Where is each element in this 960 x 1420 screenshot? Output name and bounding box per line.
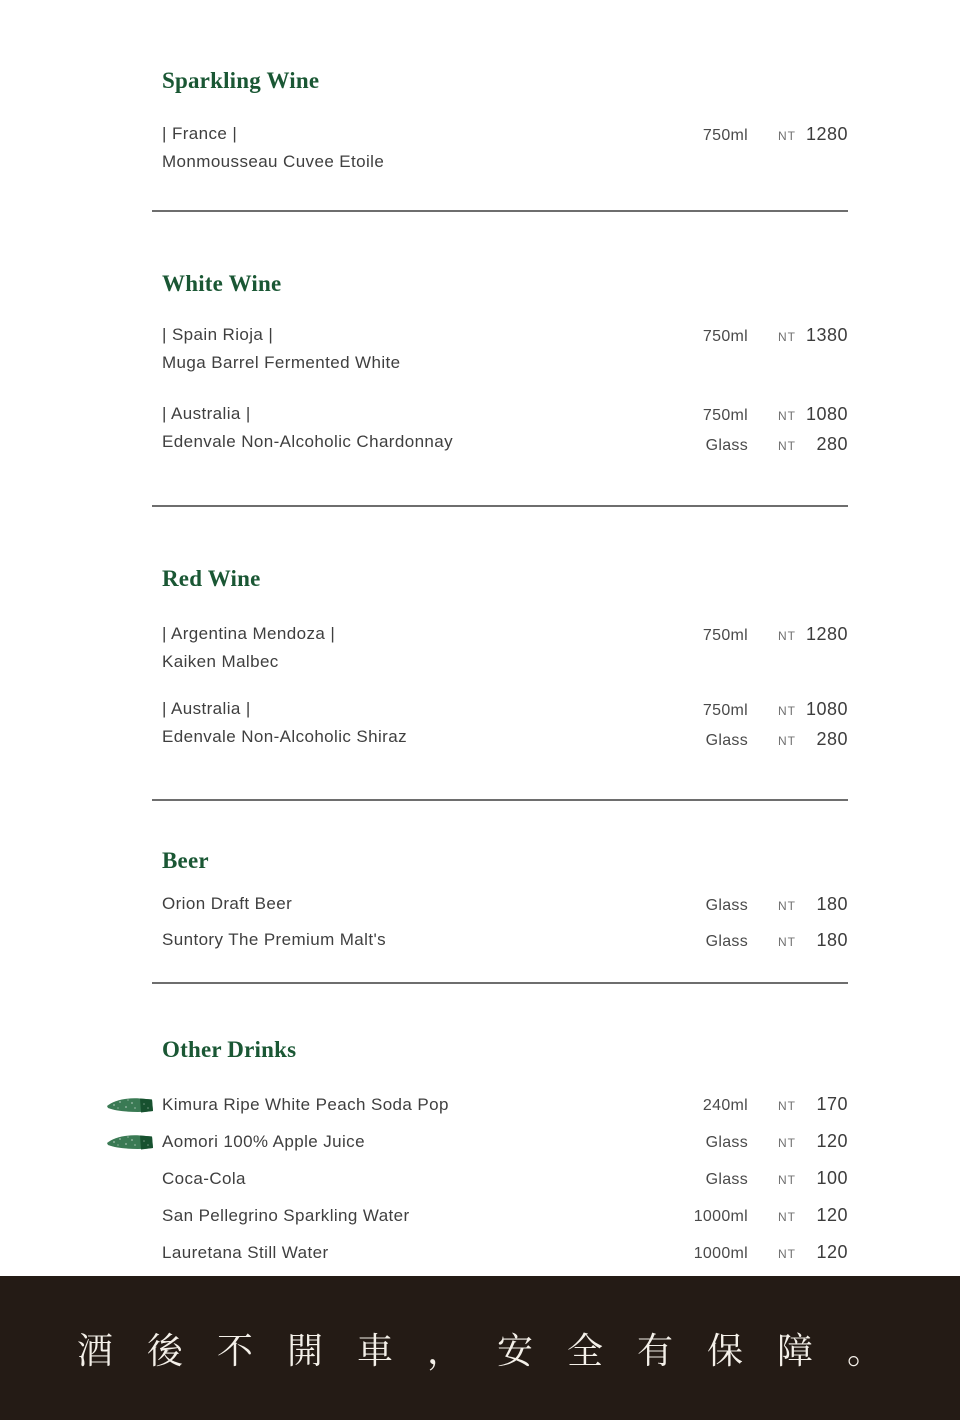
- currency-label: NT: [778, 734, 796, 748]
- item-name: Coca-Cola: [162, 1169, 246, 1188]
- price-row: [628, 321, 848, 351]
- currency-label: NT: [778, 1247, 796, 1261]
- item-prices: [628, 695, 848, 755]
- item-name: Kimura Ripe White Peach Soda Pop: [162, 1095, 449, 1114]
- menu-item: [152, 620, 848, 676]
- price-row: [628, 1161, 848, 1198]
- currency-label: NT: [778, 439, 796, 453]
- price-row: [628, 430, 848, 460]
- item-name: Lauretana Still Water: [162, 1243, 329, 1262]
- currency-label: NT: [778, 1210, 796, 1224]
- menu-item: [152, 1087, 848, 1124]
- size-label: Glass: [705, 1171, 748, 1188]
- item-prices: [628, 321, 848, 377]
- item-names: [162, 695, 628, 755]
- price-amount: 1280: [805, 124, 848, 144]
- currency-label: NT: [778, 899, 796, 913]
- price-amount: 1380: [805, 325, 848, 345]
- currency-label: NT: [778, 1173, 796, 1187]
- item-prices: [628, 890, 848, 920]
- price-amount: 120: [816, 1205, 848, 1225]
- section-title: White Wine: [162, 271, 282, 296]
- size-label: 750ml: [702, 127, 748, 144]
- menu-item: [152, 695, 848, 755]
- item-name: Edenvale Non-Alcoholic Chardonnay: [162, 432, 454, 451]
- section-other-drinks: [152, 1035, 848, 1272]
- price-amount: 280: [816, 729, 848, 749]
- price-row: [628, 120, 848, 150]
- price-row: [628, 1087, 848, 1124]
- item-origin: | Australia |: [162, 404, 251, 423]
- price-row: [628, 400, 848, 430]
- item-prices: [628, 620, 848, 676]
- price-amount: 1280: [805, 624, 848, 644]
- item-name: Edenvale Non-Alcoholic Shiraz: [162, 727, 408, 746]
- item-name: Aomori 100% Apple Juice: [162, 1132, 365, 1151]
- size-label: Glass: [705, 933, 748, 950]
- item-name: Kaiken Malbec: [162, 652, 279, 671]
- section-divider: [152, 799, 848, 801]
- price-row: [628, 1124, 848, 1161]
- currency-label: NT: [778, 935, 796, 949]
- item-names: [162, 400, 628, 460]
- section-red-wine: [152, 564, 848, 801]
- size-label: 750ml: [702, 407, 748, 424]
- leaf-brush-icon: [106, 1133, 154, 1151]
- currency-label: NT: [778, 704, 796, 718]
- item-origin: | Australia |: [162, 699, 251, 718]
- item-names: [162, 620, 628, 676]
- section-divider: [152, 210, 848, 212]
- menu-item: [152, 1235, 848, 1272]
- size-label: 750ml: [702, 702, 748, 719]
- price-amount: 1080: [805, 404, 848, 424]
- section-divider: [152, 982, 848, 984]
- section-title: Sparkling Wine: [162, 68, 320, 93]
- price-amount: 120: [816, 1131, 848, 1151]
- section-title: Red Wine: [162, 566, 261, 591]
- size-label: 1000ml: [693, 1245, 748, 1262]
- price-amount: 100: [816, 1168, 848, 1188]
- size-label: Glass: [705, 897, 748, 914]
- price-amount: 170: [816, 1094, 848, 1114]
- price-amount: 280: [816, 434, 848, 454]
- item-prices: [628, 1087, 848, 1124]
- price-row: [628, 890, 848, 920]
- item-name: Muga Barrel Fermented White: [162, 353, 401, 372]
- currency-label: NT: [778, 129, 796, 143]
- item-origin: | Argentina Mendoza |: [162, 624, 336, 643]
- item-name: Monmousseau Cuvee Etoile: [162, 152, 385, 171]
- price-amount: 180: [816, 930, 848, 950]
- price-row: [628, 620, 848, 650]
- price-row: [628, 1235, 848, 1272]
- item-names: [162, 321, 628, 377]
- size-label: 750ml: [702, 328, 748, 345]
- price-amount: 180: [816, 894, 848, 914]
- item-prices: [628, 1161, 848, 1198]
- menu-item: [152, 400, 848, 460]
- size-label: Glass: [705, 1134, 748, 1151]
- currency-label: NT: [778, 409, 796, 423]
- item-origin: | Spain Rioja |: [162, 325, 274, 344]
- section-sparkling-wine: [152, 66, 848, 212]
- menu-item: [152, 321, 848, 377]
- menu-item: [152, 1124, 848, 1161]
- price-row: [628, 695, 848, 725]
- menu-item: [152, 1198, 848, 1235]
- item-prices: [628, 120, 848, 176]
- item-origin: | France |: [162, 124, 238, 143]
- currency-label: NT: [778, 330, 796, 344]
- section-divider: [152, 505, 848, 507]
- item-prices: [628, 1198, 848, 1235]
- currency-label: NT: [778, 1136, 796, 1150]
- item-name: Suntory The Premium Malt's: [162, 930, 387, 949]
- currency-label: NT: [778, 1099, 796, 1113]
- item-prices: [628, 926, 848, 956]
- footer-banner: [0, 1276, 960, 1420]
- price-row: [628, 926, 848, 956]
- item-names: [162, 120, 628, 176]
- size-label: 1000ml: [693, 1208, 748, 1225]
- section-title: Beer: [162, 848, 209, 873]
- section-beer: [152, 846, 848, 984]
- item-prices: [628, 400, 848, 460]
- item-prices: [628, 1235, 848, 1272]
- menu-item: [152, 926, 848, 956]
- price-amount: 120: [816, 1242, 848, 1262]
- menu-item: [152, 120, 848, 176]
- size-label: Glass: [705, 732, 748, 749]
- section-title: Other Drinks: [162, 1037, 297, 1062]
- price-amount: 1080: [805, 699, 848, 719]
- menu-item: [152, 890, 848, 920]
- price-row: [628, 725, 848, 755]
- section-white-wine: [152, 269, 848, 507]
- currency-label: NT: [778, 629, 796, 643]
- size-label: 750ml: [702, 627, 748, 644]
- item-name: San Pellegrino Sparkling Water: [162, 1206, 410, 1225]
- footer-warning-text: 酒後不開車，安全有保障。: [76, 1329, 917, 1371]
- price-row: [628, 1198, 848, 1235]
- item-prices: [628, 1124, 848, 1161]
- menu-item: [152, 1161, 848, 1198]
- leaf-brush-icon: [106, 1096, 154, 1114]
- item-name: Orion Draft Beer: [162, 894, 293, 913]
- size-label: Glass: [705, 437, 748, 454]
- size-label: 240ml: [702, 1097, 748, 1114]
